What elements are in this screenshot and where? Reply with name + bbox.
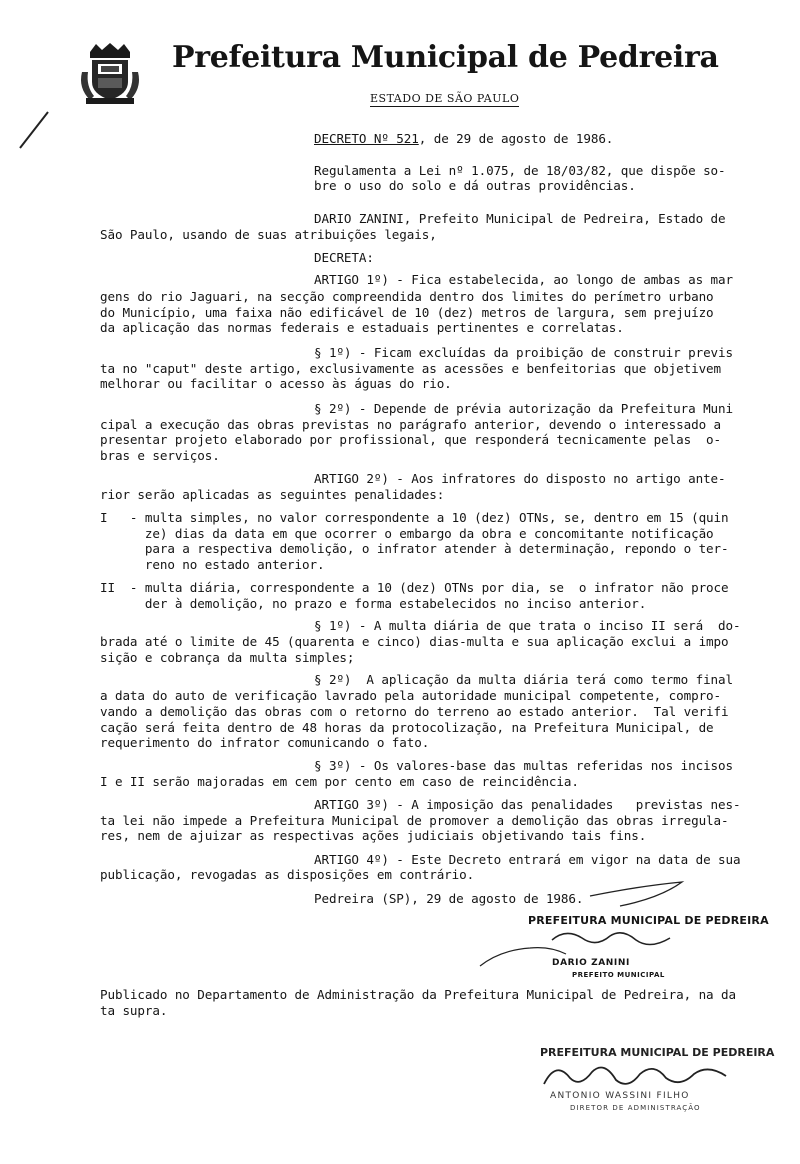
text-line: São Paulo, usando de suas atribuições legais, <box>100 227 437 242</box>
text-line: ta lei não impede a Prefeitura Municipal de promover a demolição das obras irregula- <box>100 813 729 828</box>
text-line: para a respectiva demolição, o infrator atender à determinação, repondo o ter- <box>100 541 729 556</box>
text-line: I - multa simples, no valor correspondente a 10 (dez) OTNs, se, dentro em 15 (quin <box>100 510 729 525</box>
mayor-signature <box>470 876 710 986</box>
text-line: der à demolição, no prazo e forma estabelecidos no inciso anterior. <box>100 596 647 611</box>
decree-title-line <box>314 132 613 146</box>
header-title: Prefeitura Municipal de Pedreira <box>172 40 719 75</box>
header-state: ESTADO DE SÃO PAULO <box>370 92 520 105</box>
text-line: cação será feita dentro de 48 horas da protocolização, na Prefeitura Municipal, de <box>100 720 714 735</box>
text-line: da aplicação das normas federais e estaduais pertinentes e correlatas. <box>100 320 624 335</box>
text-line: reno no estado anterior. <box>100 557 325 572</box>
text-line: bre o uso do solo e dá outras providências. <box>314 178 636 193</box>
decree-date: , de 29 de agosto de 1986. <box>418 131 614 146</box>
text-line: res, nem de ajuizar as respectivas ações judiciais objetivando tais fins. <box>100 828 647 843</box>
text-line: vando a demolição das obras com o retorno do terreno ao estado anterior. Tal verifi <box>100 704 729 719</box>
text-line: I e II serão majoradas em cem por cento em caso de reincidência. <box>100 774 579 789</box>
text-line: § 2º) - Depende de prévia autorização da Prefeitura Muni <box>314 401 733 416</box>
text-line: § 3º) - Os valores-base das multas referidas nos incisos <box>314 758 733 773</box>
mayor-stamp-title: PREFEITURA MUNICIPAL DE PEDREIRA <box>528 914 769 927</box>
text-line: bras e serviços. <box>100 448 220 463</box>
admin-name: ANTONIO WASSINI FILHO <box>550 1091 690 1101</box>
text-line: Regulamenta a Lei nº 1.075, de 18/03/82, que dispõe so- <box>314 163 726 178</box>
text-line: presentar projeto elaborado por profissional, que responderá tecnicamente pelas o- <box>100 432 722 447</box>
text-line: Pedreira (SP), 29 de agosto de 1986. <box>314 891 584 906</box>
text-line: publicação, revogadas as disposições em contrário. <box>100 867 475 882</box>
margin-stroke-mark <box>16 108 52 152</box>
admin-stamp-title: PREFEITURA MUNICIPAL DE PEDREIRA <box>540 1046 775 1059</box>
text-line: sição e cobrança da multa simples; <box>100 650 355 665</box>
text-line: ARTIGO 2º) - Aos infratores do disposto no artigo ante- <box>314 471 726 486</box>
text-line: Publicado no Departamento de Administração da Prefeitura Municipal de Pedreira, na da <box>100 987 736 1002</box>
text-line: melhorar ou facilitar o acesso às águas do rio. <box>100 376 452 391</box>
text-line: DECRETA: <box>314 250 374 265</box>
admin-signature <box>536 1056 736 1092</box>
text-line: rior serão aplicadas as seguintes penalidades: <box>100 487 445 502</box>
text-line: ta no "caput" deste artigo, exclusivamente as acessões e benfeitorias que objetivem <box>100 361 722 376</box>
text-line: brada até o limite de 45 (quarenta e cinco) dias-multa e sua aplicação exclui a impo <box>100 634 729 649</box>
text-line: ze) dias da data em que ocorrer o embargo da obra e concomitante notificação <box>100 526 714 541</box>
decree-title: DECRETO Nº 521 <box>314 131 419 146</box>
mayor-role: PREFEITO MUNICIPAL <box>572 971 665 979</box>
text-line: a data do auto de verificação lavrado pela autoridade municipal competente, compro- <box>100 688 722 703</box>
text-line: do Município, uma faixa não edificável de 10 (dez) metros de largura, sem prejuízo <box>100 305 714 320</box>
text-line: § 1º) - A multa diária de que trata o inciso II será do- <box>314 618 741 633</box>
text-line: § 2º) A aplicação da multa diária terá como termo final <box>314 672 733 687</box>
admin-role: DIRETOR DE ADMINISTRAÇÃO <box>570 1104 701 1112</box>
text-line: DARIO ZANINI, Prefeito Municipal de Pedreira, Estado de <box>314 211 726 226</box>
text-line: ARTIGO 1º) - Fica estabelecida, ao longo de ambas as mar <box>314 272 733 287</box>
text-line: § 1º) - Ficam excluídas da proibição de construir previs <box>314 345 733 360</box>
text-line: ARTIGO 4º) - Este Decreto entrará em vigor na data de sua <box>314 852 741 867</box>
text-line: ta supra. <box>100 1003 168 1018</box>
mayor-name: DARIO ZANINI <box>552 958 630 968</box>
text-line: cipal a execução das obras previstas no parágrafo anterior, devendo o interessado a <box>100 417 722 432</box>
text-line: requerimento do infrator comunicando o fato. <box>100 735 430 750</box>
municipal-coat-of-arms-icon <box>76 42 144 106</box>
text-line: ARTIGO 3º) - A imposição das penalidades previstas nes- <box>314 797 741 812</box>
text-line: II - multa diária, correspondente a 10 (dez) OTNs por dia, se o infrator não proce <box>100 580 729 595</box>
text-line: gens do rio Jaguari, na secção compreendida dentro dos limites do perímetro urbano <box>100 289 714 304</box>
